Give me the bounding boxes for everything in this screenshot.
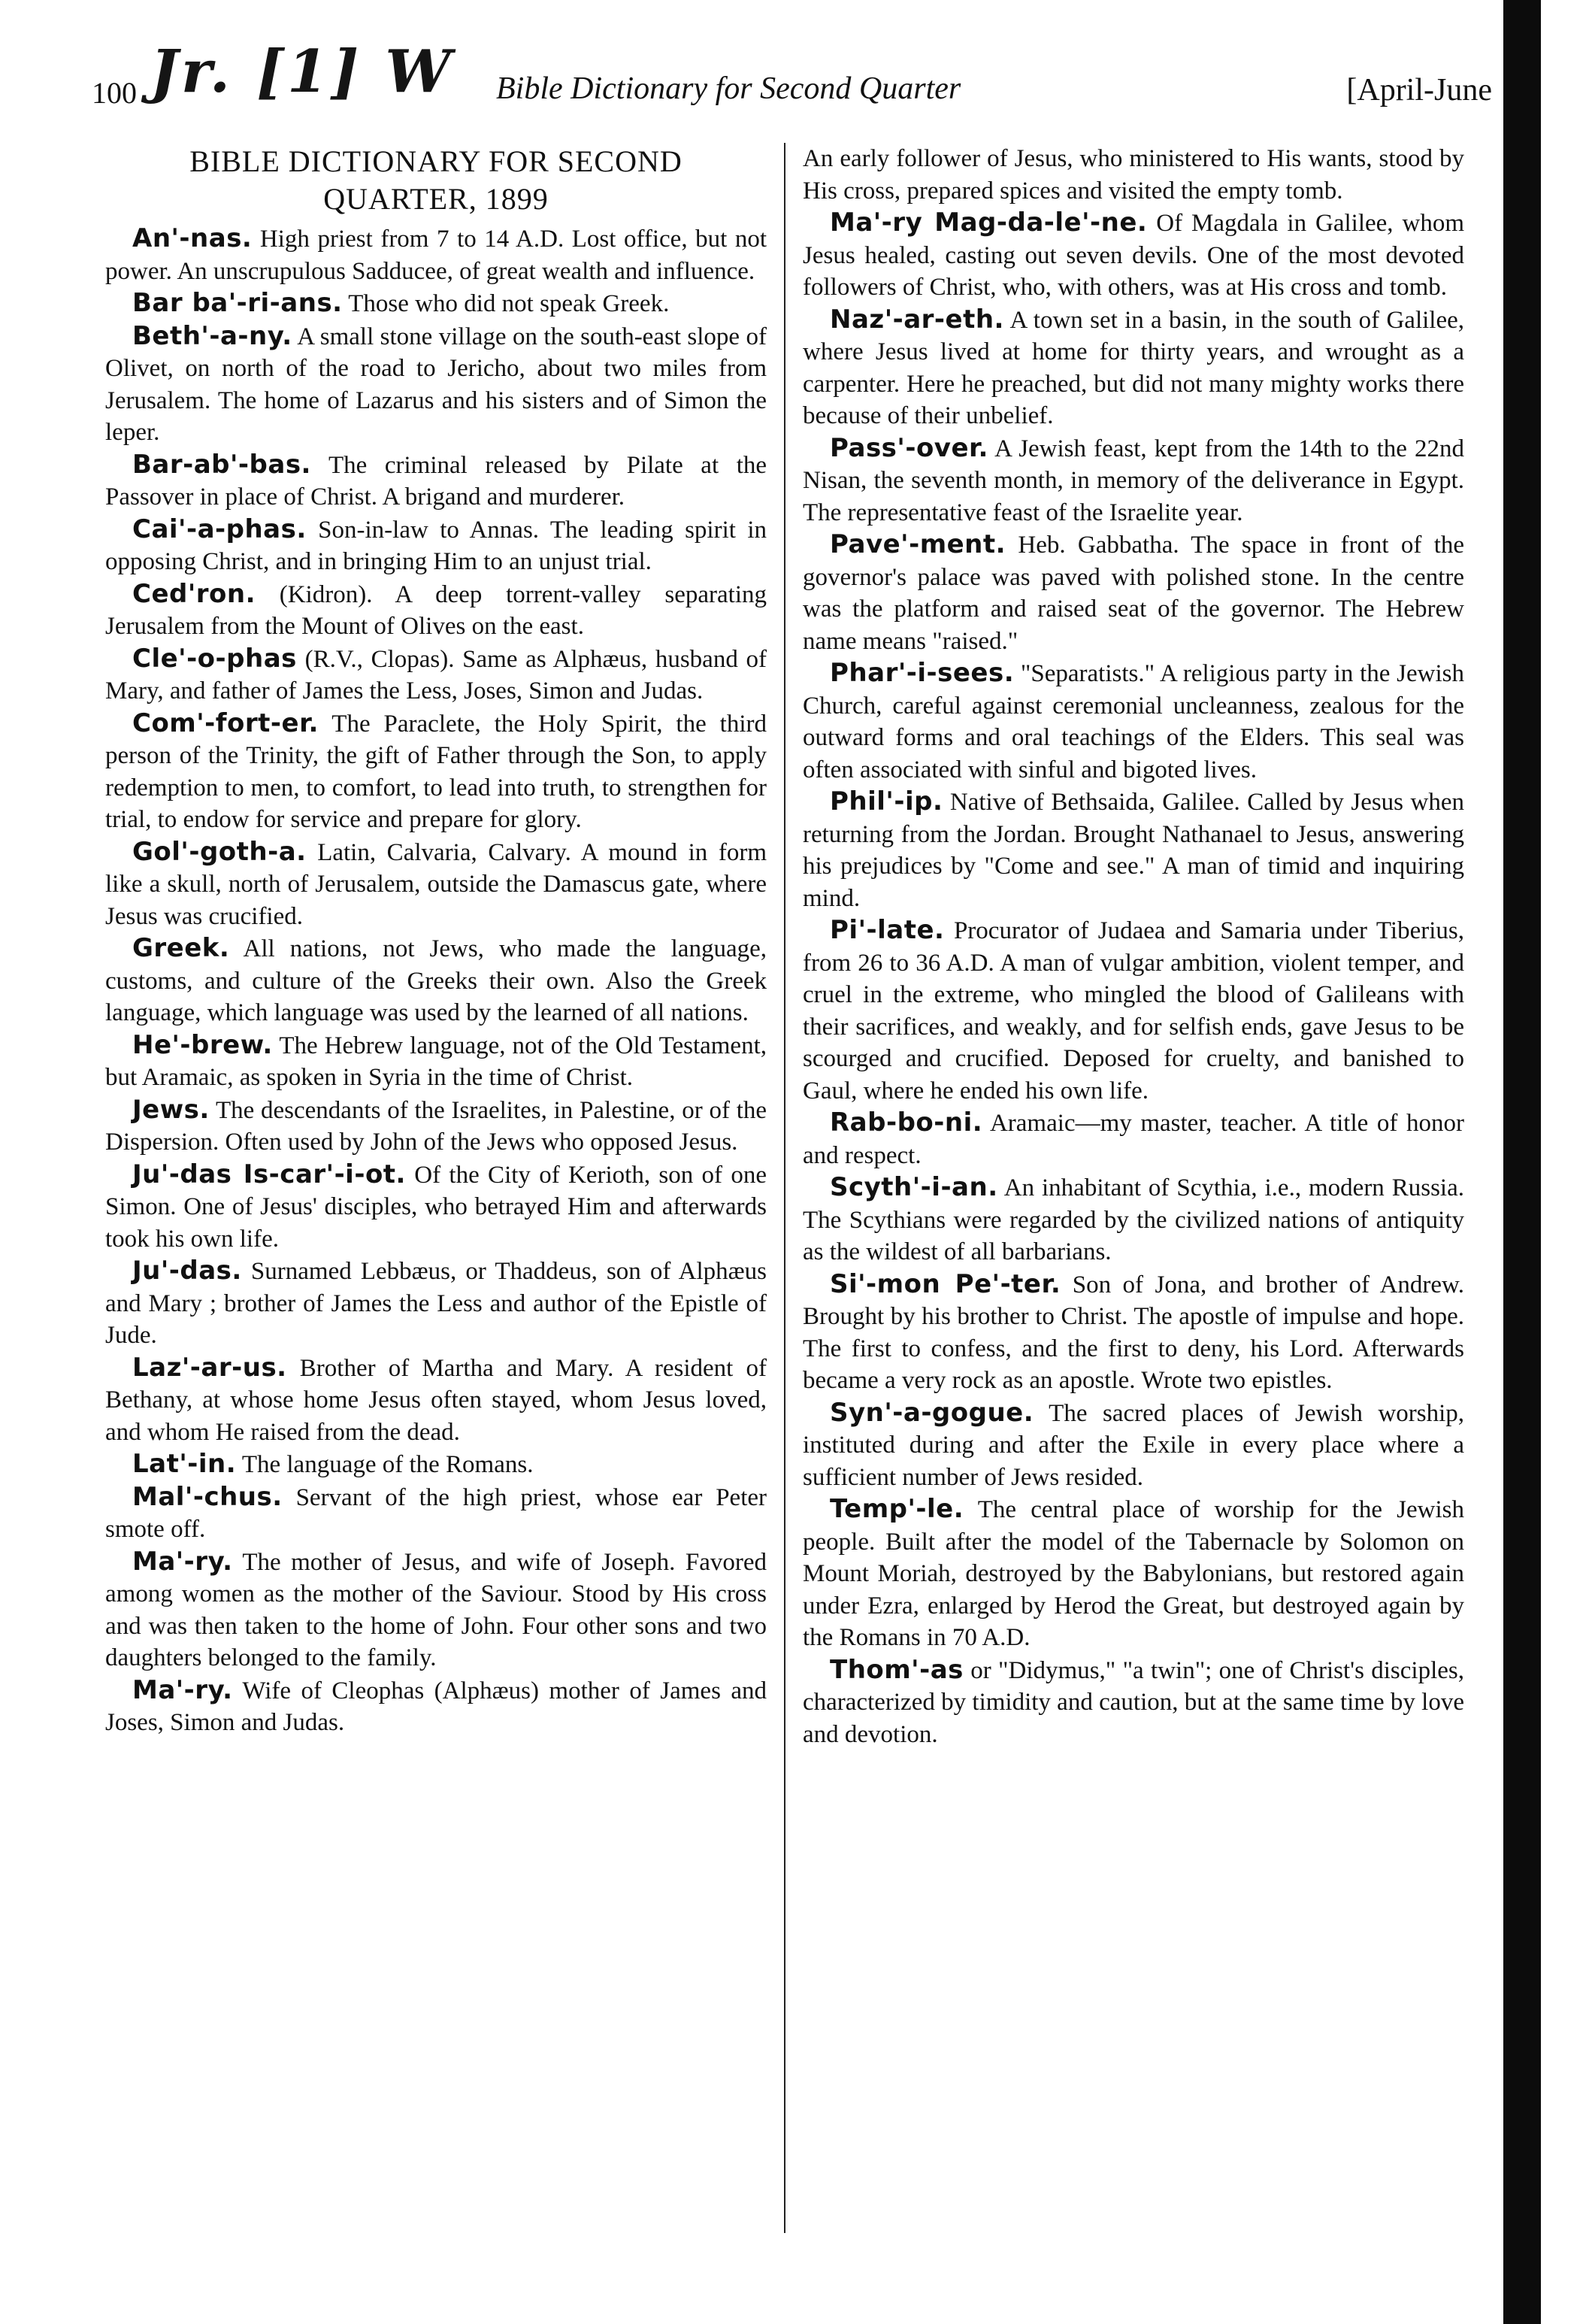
entry-definition: Wife of Cleophas (Alphæus) mother of James and Joses, Simon and Judas. xyxy=(105,1677,767,1736)
dictionary-columns xyxy=(105,143,1492,2278)
dictionary-entry xyxy=(105,643,767,708)
entry-definition: Native of Bethsaida, Galilee. Called by Jesus when returning from the Jordan. Brought Nathanael to Jesus, answering his prejudices by "Come and see." A man of timid and inquiring mind. xyxy=(803,789,1465,912)
entry-definition: Of the City of Kerioth, son of one Simon. One of Jesus' disciples, who betrayed Him and afterwards took his own life. xyxy=(105,1161,767,1253)
dictionary-entry xyxy=(803,304,1464,432)
entry-definition: A town set in a basin, in the south of Galilee, where Jesus lived at home for thirty years, and wrought as a carpenter. Here he preached, but did not many mighty works there because of their unbelief. xyxy=(803,306,1464,429)
entry-headword: Com'-fort-er. xyxy=(132,708,319,738)
entry-headword: Beth'-a-ny. xyxy=(132,320,292,351)
entry-headword: Bar ba'-ri-ans. xyxy=(132,288,343,318)
column-divider xyxy=(784,143,785,2233)
entry-headword: Pass'-over. xyxy=(830,432,988,463)
entry-headword: Ma'-ry. xyxy=(132,1546,233,1577)
dictionary-entry xyxy=(803,529,1464,657)
book-page xyxy=(60,38,1492,2286)
scan-edge-shadow xyxy=(1503,0,1541,2324)
dictionary-entry xyxy=(105,1674,767,1739)
entry-definition: The language of the Romans. xyxy=(241,1451,534,1478)
article-title-line2: QUARTER, 1899 xyxy=(323,182,549,216)
entry-headword: Scyth'-i-an. xyxy=(830,1172,998,1202)
entry-definition: A small stone village on the south-east slope of Olivet, on north of the road to Jericho, about two miles from Jerusalem. The home of Lazarus and his sisters and of Simon the leper. xyxy=(105,323,767,446)
entry-definition: Of Magdala in Galilee, whom Jesus healed, casting out seven devils. One of the most devoted followers of Christ, who, with others, was at His cross and tomb. xyxy=(803,210,1464,301)
entry-definition: The sacred places of Jewish worship, instituted during and after the Exile in every place where a sufficient number of Jews resided. xyxy=(803,1399,1465,1491)
entry-definition: Son of Jona, and brother of Andrew. Brought by his brother to Christ. The apostle of impulse and hope. The first to confess, and the first to deny, his Lord. Afterwards became a very rock as an apostle. Wrote two epistles. xyxy=(803,1271,1464,1394)
dictionary-entry xyxy=(803,1107,1464,1171)
dictionary-entry xyxy=(105,708,767,836)
left-column xyxy=(105,143,767,1739)
entry-headword: Phil'-ip. xyxy=(830,786,943,817)
entry-headword: Syn'-a-gogue. xyxy=(830,1397,1034,1428)
entry-definition: The Hebrew language, not of the Old Testament, but Aramaic, as spoken in Syria in the time of Christ. xyxy=(105,1032,767,1091)
article-title-line1: BIBLE DICTIONARY FOR SECOND xyxy=(189,144,683,178)
entry-definition: or "Didymus," "a twin"; one of Christ's disciples, characterized by timidity and caution, but at the same time by love and devotion. xyxy=(803,1656,1464,1748)
entry-headword: Cle'-o-phas xyxy=(132,643,297,674)
entry-headword: Rab-bo-ni. xyxy=(830,1107,983,1138)
entry-definition: The criminal released by Pilate at the Passover in place of Christ. A brigand and murderer. xyxy=(105,451,767,511)
dictionary-entry xyxy=(105,1481,767,1546)
entry-definition: Son-in-law to Annas. The leading spirit in opposing Christ, and in bringing Him to an unjust trial. xyxy=(105,516,767,575)
entry-headword: Pi'-late. xyxy=(830,915,945,945)
entry-definition: (Kidron). A deep torrent-valley separating Jerusalem from the Mount of Olives on the east. xyxy=(105,580,767,640)
dictionary-entry xyxy=(105,1159,767,1256)
dictionary-entry xyxy=(105,1029,767,1094)
dictionary-entry xyxy=(803,1171,1464,1268)
entry-definition: Servant of the high priest, whose ear Peter smote off. xyxy=(105,1483,767,1543)
entry-headword: Naz'-ar-eth. xyxy=(830,304,1004,335)
page-number: 100 xyxy=(92,76,137,110)
entry-headword: Ju'-das. xyxy=(132,1256,242,1286)
entry-headword: Ma'-ry Mag-da-le'-ne. xyxy=(830,208,1148,238)
entry-headword: Thom'-as xyxy=(830,1654,964,1685)
entry-headword: Ma'-ry. xyxy=(132,1674,233,1705)
dictionary-entry xyxy=(803,1397,1464,1494)
entry-definition: Latin, Calvaria, Calvary. A mound in form like a skull, north of Jerusalem, outside the Damascus gate, where Jesus was crucified. xyxy=(105,838,767,930)
dictionary-entry xyxy=(105,1352,767,1449)
entry-headword: Mal'-chus. xyxy=(132,1481,283,1512)
running-season: [April-June xyxy=(1346,73,1492,108)
running-head xyxy=(60,38,1492,120)
dictionary-entry xyxy=(105,320,767,449)
article-title xyxy=(105,143,767,218)
dictionary-entry xyxy=(803,432,1464,529)
entry-definition: The Paraclete, the Holy Spirit, the third person of the Trinity, the gift of Father through the Son, to apply redemption to men, to comfort, to lead into truth, to strengthen for trial, to endow for service and prepare for glory. xyxy=(105,710,767,833)
entry-headword: Jews. xyxy=(132,1094,210,1125)
dictionary-entry xyxy=(105,836,767,933)
entry-headword: An'-nas. xyxy=(132,223,253,253)
entry-definition: Heb. Gabbatha. The space in front of the governor's palace was paved with polished stone. In the centre was the platform and raised seat of the governor. The Hebrew name means "raised." xyxy=(803,532,1465,655)
entry-definition: A Jewish feast, kept from the 14th to the 22nd Nisan, the seventh month, in memory of the deliverance in Egypt. The representative feast of the Israelite year. xyxy=(803,435,1464,526)
entry-definition: An inhabitant of Scythia, i.e., modern Russia. The Scythians were regarded by the civilized nations of antiquity as the wildest of all barbarians. xyxy=(803,1174,1465,1265)
entry-definition: Surnamed Lebbæus, or Thaddeus, son of Alphæus and Mary ; brother of James the Less and author of the Epistle of Jude. xyxy=(105,1258,767,1349)
entry-definition: "Separatists." A religious party in the Jewish Church, careful against ceremonial uncleanness, zealous for the outward forms and oral teachings of the Elders. This seal was often associated with sinful and bigoted lives. xyxy=(803,660,1465,783)
running-title: Bible Dictionary for Second Quarter xyxy=(496,71,961,106)
dictionary-entry xyxy=(803,657,1464,786)
dictionary-entry xyxy=(105,1448,767,1481)
dictionary-entry xyxy=(105,578,767,643)
entry-definition: An early follower of Jesus, who ministered to His wants, stood by His cross, prepared spices and visited the empty tomb. xyxy=(803,145,1464,205)
dictionary-entry xyxy=(803,1493,1464,1654)
entry-headword: Greek. xyxy=(132,933,230,963)
entry-headword: Laz'-ar-us. xyxy=(132,1352,287,1383)
entry-headword: Ju'-das Is-car'-i-ot. xyxy=(132,1159,406,1189)
entry-definition: High priest from 7 to 14 A.D. Lost office, but not power. An unscrupulous Sadducee, of great wealth and influence. xyxy=(105,226,767,285)
entry-headword: Pave'-ment. xyxy=(830,529,1006,559)
entry-definition: The descendants of the Israelites, in Palestine, or of the Dispersion. Often used by John of the Jews who opposed Jesus. xyxy=(105,1096,767,1156)
dictionary-entry xyxy=(105,287,767,320)
entry-definition: Procurator of Judaea and Samaria under Tiberius, from 26 to 36 A.D. A man of vulgar ambition, violent temper, and cruel in the extreme, who mingled the blood of Galileans with their sacrifices, and weakly, and for selfish ends, gave Jesus to be scourged and crucified. Deposed for cruelty, and banished to Gaul, where he ended his own life. xyxy=(803,917,1464,1104)
entry-headword: Cai'-a-phas. xyxy=(132,514,307,544)
entry-definition: Aramaic—my master, teacher. A title of honor and respect. xyxy=(803,1110,1465,1169)
dictionary-entry xyxy=(803,1268,1464,1397)
entry-definition: The mother of Jesus, and wife of Joseph. Favored among women as the mother of the Saviour. Stood by His cross and was then taken to the home of John. Four other sons and two daughters belonged to the family. xyxy=(105,1548,767,1671)
dictionary-entry xyxy=(803,1654,1464,1751)
entry-headword: Phar'-i-sees. xyxy=(830,658,1015,688)
dictionary-entry xyxy=(105,449,767,514)
entry-definition: (R.V., Clopas). Same as Alphæus, husband of Mary, and father of James the Less, Joses, Simon and Judas. xyxy=(105,645,767,704)
dictionary-entry xyxy=(803,914,1464,1107)
dictionary-entry xyxy=(105,1546,767,1674)
entry-headword: Ced'ron. xyxy=(132,578,256,609)
entry-definition: The central place of worship for the Jewish people. Built after the model of the Tabernacle by Solomon on Mount Moriah, destroyed by the Babylonians, but restored again under Ezra, enlarged by Herod the Great, but destroyed again by the Romans in 70 A.D. xyxy=(803,1496,1464,1651)
entry-headword: Bar-ab'-bas. xyxy=(132,449,311,480)
entry-definition: Brother of Martha and Mary. A resident of Bethany, at whose home Jesus often stayed, whom Jesus loved, and whom He raised from the dead. xyxy=(105,1354,767,1446)
dictionary-entry xyxy=(803,786,1464,914)
dictionary-entry xyxy=(803,143,1464,207)
dictionary-entry xyxy=(803,207,1464,304)
handwritten-annotation: Jr. [1] W xyxy=(150,38,454,106)
right-column xyxy=(803,143,1464,1750)
dictionary-entry xyxy=(105,1094,767,1159)
entry-definition: All nations, not Jews, who made the language, customs, and culture of the Greeks their own. Also the Greek language, which language was used by the learned of all nations. xyxy=(105,935,767,1026)
entry-headword: Temp'-le. xyxy=(830,1494,964,1524)
entry-headword: Lat'-in. xyxy=(132,1449,237,1479)
entry-definition: Those who did not speak Greek. xyxy=(348,290,670,317)
entry-headword: Gol'-goth-a. xyxy=(132,836,307,867)
dictionary-entry xyxy=(105,223,767,287)
dictionary-entry xyxy=(105,1255,767,1352)
dictionary-entry xyxy=(105,514,767,578)
entry-headword: He'-brew. xyxy=(132,1029,273,1060)
dictionary-entry xyxy=(105,932,767,1029)
entry-headword: Si'-mon Pe'-ter. xyxy=(830,1268,1061,1299)
